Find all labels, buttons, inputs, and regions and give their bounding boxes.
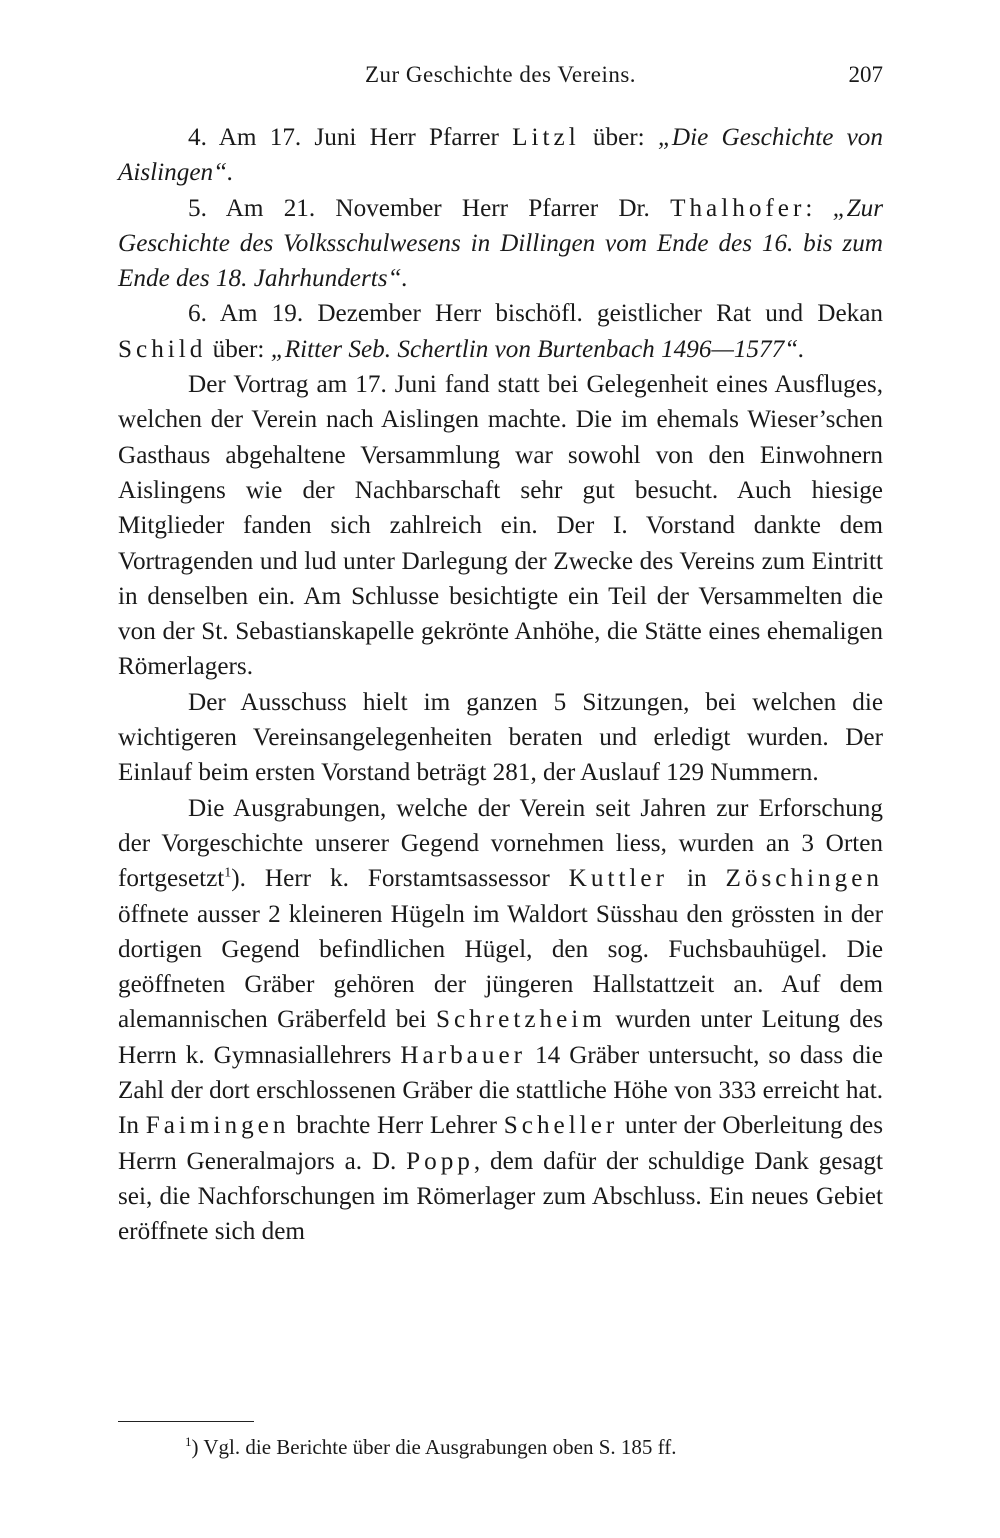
lecture-title: „Ritter Seb. Schertlin von Burtenbach 1496—1577“. (270, 335, 805, 363)
speaker-name: Thalhofer (670, 194, 806, 222)
paragraph-excursion: Der Vortrag am 17. Juni fand statt bei Gelegenheit eines Ausfluges, welchen der Verein nach Aislingen machte. Die im ehemals Wieser’schen Gasthaus abgehaltene Versammlung war sowohl von den Einwohnern Aislingens wie der Nachbarschaft sehr gut besucht. Auch hiesige Mitglieder fanden sich zahlreich ein. Der I. Vorstand dankte dem Vortragenden und lud unter Darlegung der Zwecke des Vereins zum Eintritt in denselben ein. Am Schlusse besichtigte ein Teil der Versammelten die von der St. Sebastianskapelle gekrönte Anhöhe, die Stätte eines ehemaligen Römerlagers. (118, 371, 883, 681)
lecture-title: „Zur Geschichte des Volksschulwesens in Dillingen vom Ende des 16. bis zum Ende des 18. Jahrhunderts“. (118, 194, 883, 293)
paragraph-committee: Der Ausschuss hielt im ganzen 5 Sitzungen, bei welchen die wichtigeren Vereinsangelegenheiten beraten und erledigt wurden. Der Einlauf beim ersten Vorstand beträgt 281, der Auslauf 129 Nummern. (118, 688, 883, 787)
lecture-item-5: 5. Am 21. November Herr Pfarrer Dr. Thalhofer: „Zur Geschichte des Volksschulwesens in Dillingen vom Ende des 16. bis zum Ende des 18. Jahrhunderts“. (118, 194, 883, 293)
lecture-item-6: 6. Am 19. Dezember Herr bischöfl. geistlicher Rat und Dekan Schild über: „Ritter Seb. Schertlin von Burtenbach 1496—1577“. (118, 300, 883, 363)
page-number: 207 (848, 62, 883, 87)
footnote-text: ) Vgl. die Berichte über die Ausgrabungen oben S. 185 ff. (191, 1435, 677, 1459)
page-header (118, 62, 883, 102)
speaker-name: Schild (118, 335, 207, 363)
paragraph-excavations: Die Ausgrabungen, welche der Verein seit Jahren zur Erforschung der Vorgeschichte unserer Gegend vornehmen liess, wurden an 3 Orten fortgesetzt$^1$). Herr k. Forstamtsassessor Kuttler in Zöschingen öffnete ausser 2 kleineren Hügeln im Waldort Süsshau den grössten in der dortigen Gegend befindlichen Hügel, den sog. Fuchsbauhügel. Die geöffneten Gräber gehören der jüngeren Hallstattzeit an. Auf dem alemannischen Gräberfeld bei Schretzheim wurden unter Leitung des Herrn k. Gymnasiallehrers Harbauer 14 Gräber untersucht, so dass die Zahl der dort erschlossenen Gräber die stattliche Höhe von 333 erreicht hat. In Faimingen brachte Herr Lehrer Scheller unter der Oberleitung des Herrn Generalmajors a. D. Popp, dem dafür der schuldige Dank gesagt sei, die Nachforschungen im Römerlager zum Abschluss. Ein neues Gebiet eröffnete sich dem (118, 794, 884, 1246)
main-text (118, 120, 883, 1250)
footnote-reference: 1 (224, 865, 232, 881)
footnote-mark: 1 (185, 1434, 192, 1449)
speaker-name: Litzl (512, 124, 580, 151)
lecture-title: „Die Geschichte von Aislingen“. (118, 124, 883, 187)
footnote (185, 1434, 677, 1460)
lecture-item-4: 4. Am 17. Juni Herr Pfarrer Litzl über: „Die Geschichte von Aislingen“. (118, 124, 883, 187)
footnote-divider (118, 1421, 254, 1422)
running-title: Zur Geschichte des Vereins. (364, 62, 637, 87)
